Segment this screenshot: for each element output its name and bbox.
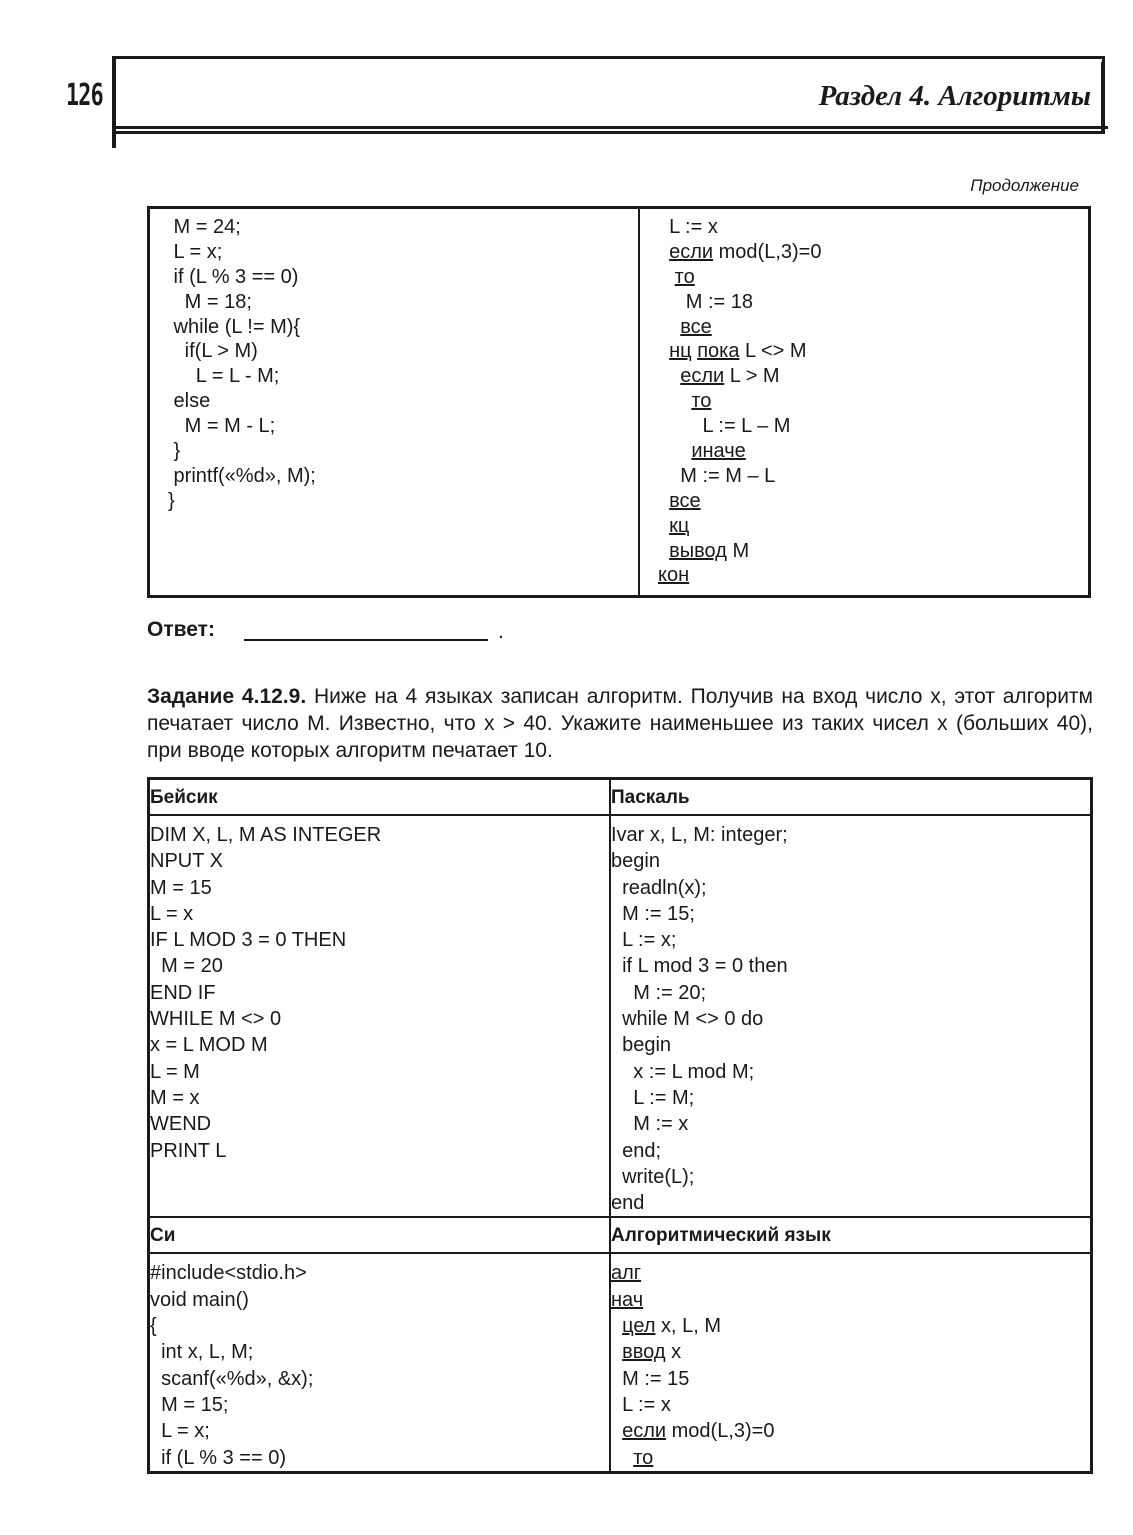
code-line: L := M; [611,1086,695,1109]
code-line: } [168,440,181,463]
header-pascal: Паскаль [610,779,1092,816]
code-line: } [168,489,175,512]
code-line [611,1418,1090,1444]
code-line: WHILE M <> 0 [150,1008,282,1031]
keyword: алг [611,1262,642,1285]
code-line [611,1392,1090,1418]
keyword: нач [611,1288,644,1311]
code-line [658,389,1088,414]
code-line: M = 15; [150,1393,229,1416]
section-title: Раздел 4. Алгоритмы [818,80,1091,112]
code-text [658,490,669,512]
code-line: end; [611,1139,662,1162]
code-text [658,515,669,537]
code-line: end [611,1192,645,1215]
code-line: if L mod 3 = 0 then [611,955,788,978]
continued-code-table [147,206,1091,598]
header-underline [112,126,1108,129]
code-line [658,265,1088,290]
keyword: то [691,390,712,413]
task-statement [147,683,1093,764]
code-line: M = 15 [150,876,212,899]
code-line: begin [611,850,660,873]
algo-code-cell [639,208,1090,597]
code-text [658,316,680,338]
code-line [658,514,1088,539]
code-line [611,1366,1090,1392]
code-line: readln(x); [611,876,707,899]
code-line [611,1339,1090,1365]
code-line [658,439,1088,464]
code-line: Ivar x, L, M: integer; [611,824,788,846]
code-line: PRINT L [150,1139,227,1162]
code-line: WEND [150,1113,212,1136]
page-number: 126 [66,78,103,113]
code-text: L > M [724,365,780,388]
code-line: int x, L, M; [150,1341,254,1364]
code-line [611,1313,1090,1339]
code-line: L = x; [168,240,223,263]
code-line: M = M - L; [168,415,276,438]
code-text [658,266,675,288]
code-line [658,215,1088,240]
code-line [658,364,1088,389]
code-text: L <> M [739,340,807,363]
code-line: M = x [150,1086,200,1109]
code-text [611,1447,633,1469]
code-text: L := x [611,1393,671,1416]
code-line: if(L > M) [168,340,258,363]
code-line: L := x; [611,929,677,952]
code-line [611,1287,1090,1313]
code-text [658,340,669,362]
code-line: else [168,390,211,413]
code-text: L := x [658,216,718,238]
code-text: M := 15 [611,1367,690,1390]
c-code-block-bottom [150,1260,609,1470]
keyword: вывод [669,539,727,562]
code-line: begin [611,1034,672,1057]
algo-code-cell-bottom [610,1253,1092,1472]
code-line [611,1445,1090,1471]
code-line: M := 20; [611,981,707,1004]
code-line: L = L - M; [168,365,280,388]
code-text: M := 18 [658,290,754,313]
keyword: иначе [691,440,746,463]
keyword: если [622,1420,667,1443]
keyword: то [674,265,695,288]
pascal-code-block [611,822,1090,1216]
code-text [611,1315,622,1337]
keyword: пока [697,340,740,363]
code-line: write(L); [611,1165,695,1188]
code-text [658,440,691,462]
code-line: if (L % 3 == 0) [168,265,299,288]
keyword: ввод [622,1341,666,1364]
task-number: Задание 4.12.9. [147,685,307,708]
code-text: x [665,1341,682,1364]
code-line [658,290,1088,315]
code-text [611,1341,622,1363]
code-line: x = L MOD M [150,1034,268,1057]
code-line: #include<stdio.h> [150,1262,307,1285]
answer-blank[interactable] [244,639,488,641]
code-line [658,489,1088,514]
code-line [658,339,1088,364]
keyword: то [633,1446,654,1469]
c-code-cell-bottom [149,1253,611,1472]
code-line: { [150,1315,157,1338]
answer-dot: . [498,620,504,643]
task-text: Ниже на 4 языках записан алгоритм. Получив на вход число x, этот алгоритм печатает число M. Известно, что x > 40. Укажите наименьшее из таких чисел x (больших 40), при вводе которых алгоритм печатает 10. [147,685,1093,762]
c-code-block [168,215,638,514]
code-text: mod(L,3)=0 [713,240,822,263]
code-line: L = M [150,1060,200,1083]
code-line: M = 24; [168,216,241,238]
keyword: все [669,489,701,512]
header-basic: Бейсик [149,779,611,816]
code-text: mod(L,3)=0 [666,1420,775,1443]
algo-code-block [658,215,1088,588]
code-text [658,365,680,387]
header-algo: Алгоритмический язык [610,1217,1092,1253]
code-text [611,1420,622,1442]
header-right-border [1101,62,1105,132]
keyword: кц [669,514,690,537]
code-line: M := x [611,1113,689,1136]
code-text: L := L – M [658,415,791,438]
code-line [658,240,1088,265]
header-c: Си [149,1217,611,1253]
answer-label: Ответ: [147,618,215,641]
header-left-tick [112,128,116,148]
pascal-code-cell [610,815,1092,1217]
code-line: NPUT X [150,850,223,873]
keyword: кон [658,564,690,587]
code-text: M [726,539,750,562]
keyword: нц [669,340,692,363]
keyword: если [669,240,714,263]
code-line [658,315,1088,340]
code-text: x, L, M [655,1315,722,1338]
code-line: if (L % 3 == 0) [150,1446,286,1469]
code-line: L = x; [150,1420,210,1443]
code-line: END IF [150,981,216,1004]
code-line [658,464,1088,489]
code-text: M := M – L [658,464,776,487]
code-line: M := 15; [611,902,695,925]
code-line: x := L mod M; [611,1060,755,1083]
code-line: M = 20 [150,955,223,978]
keyword: все [680,315,712,338]
code-line [658,539,1088,564]
code-line: IF L MOD 3 = 0 THEN [150,929,347,952]
basic-code-block [150,822,609,1164]
code-line [658,414,1088,439]
code-line [611,1260,1090,1286]
keyword: если [680,365,725,388]
code-line: while (L != M){ [168,315,301,338]
code-text [658,390,691,412]
basic-code-cell [149,815,611,1217]
code-line: printf(«%d», M); [168,464,316,487]
keyword: цел [622,1315,656,1338]
code-line: scanf(«%d», &x); [150,1367,314,1390]
code-line: while M <> 0 do [611,1008,764,1031]
c-code-cell [149,208,640,597]
continuation-label: Продолжение [970,176,1079,195]
code-text [658,241,669,263]
code-line: DIM X, L, M AS INTEGER [150,824,382,846]
code-text [658,540,669,562]
languages-table [147,777,1093,1474]
code-line: L = x [150,902,194,925]
code-line [658,563,1088,588]
code-line: M = 18; [168,290,252,313]
algo-code-block-bottom [611,1260,1090,1470]
code-line: void main() [150,1288,249,1311]
